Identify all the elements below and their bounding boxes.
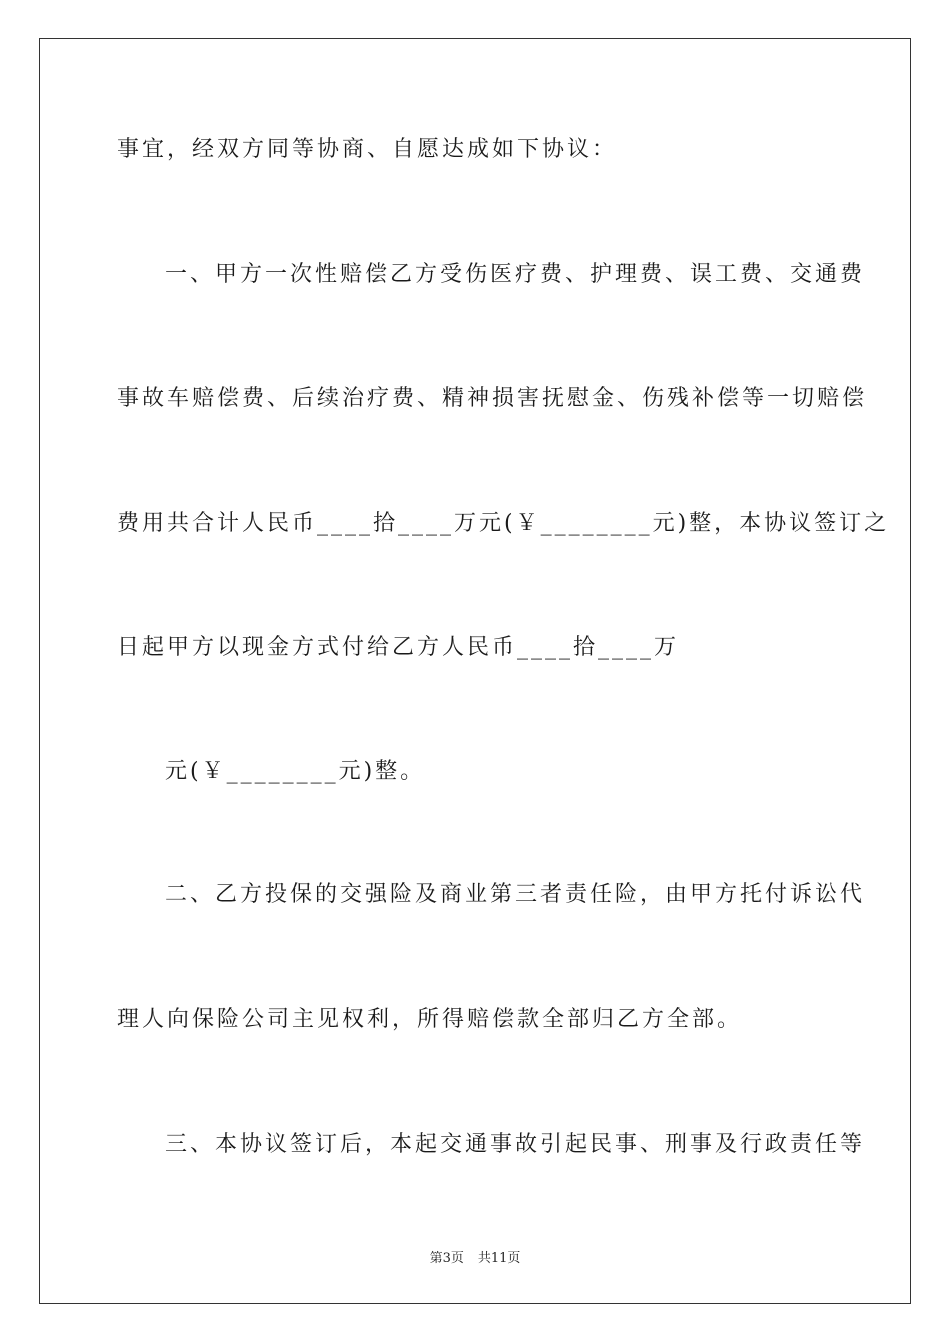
total-pages: 共11页 bbox=[477, 1251, 521, 1266]
page-border bbox=[39, 38, 911, 1304]
page-number: 第3页 bbox=[429, 1251, 464, 1266]
clause-2-line-2: 理人向保险公司主见权利，所得赔偿款全部归乙方全部。 bbox=[117, 1007, 743, 1032]
clause-2-line-1: 二、乙方投保的交强险及商业第三者责任险，由甲方托付诉讼代 bbox=[165, 882, 866, 907]
clause-1-line-2: 事故车赔偿费、后续治疗费、精神损害抚慰金、伤残补偿等一切赔偿 bbox=[117, 386, 868, 411]
clause-1-line-1: 一、甲方一次性赔偿乙方受伤医疗费、护理费、误工费、交通费 bbox=[165, 262, 866, 287]
page-footer bbox=[0, 1247, 950, 1266]
clause-1-line-5: 元(￥________元)整。 bbox=[165, 759, 426, 784]
clause-3-line-1: 三、本协议签订后，本起交通事故引起民事、刑事及行政责任等 bbox=[165, 1132, 866, 1157]
clause-1-line-3: 费用共合计人民币____拾____万元(￥________元)整，本协议签订之 bbox=[117, 511, 890, 536]
clause-1-line-4: 日起甲方以现金方式付给乙方人民币____拾____万 bbox=[117, 635, 680, 660]
text-line-1: 事宜，经双方同等协商、自愿达成如下协议： bbox=[117, 137, 618, 162]
